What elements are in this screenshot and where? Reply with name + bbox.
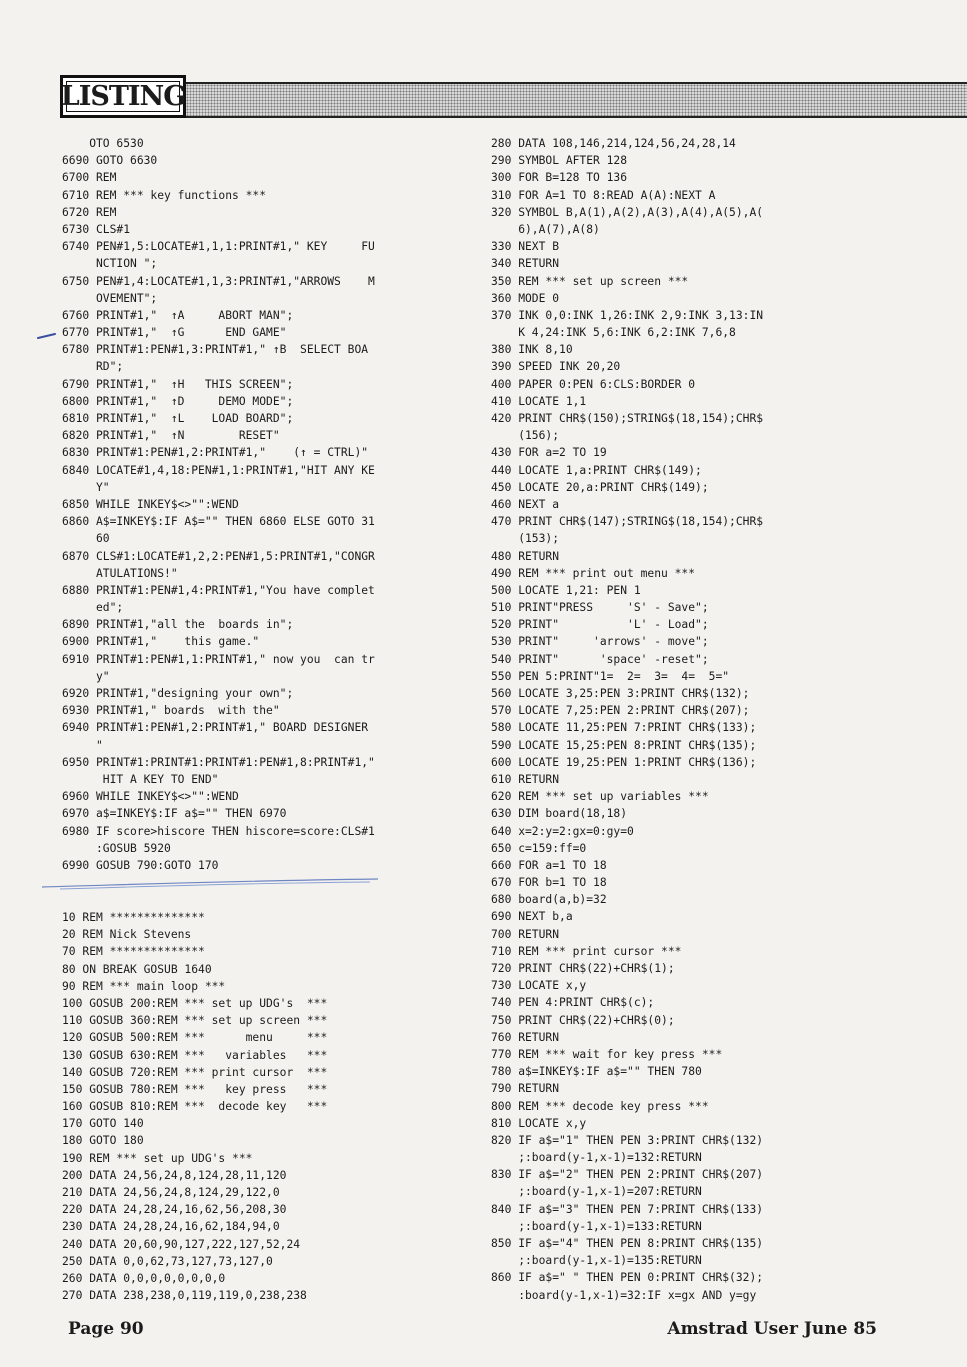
code-line: 810 LOCATE x,y — [491, 1116, 587, 1130]
code-line: 6940 PRINT#1:PEN#1,2:PRINT#1," BOARD DESIGNER — [62, 721, 369, 735]
listing-left-top — [62, 135, 375, 874]
code-line: 210 DATA 24,56,24,8,124,29,122,0 — [62, 1186, 280, 1199]
code-line: 630 DIM board(18,18) — [491, 807, 628, 821]
code-line: 6760 PRINT#1," ↑A ABORT MAN"; — [62, 308, 294, 322]
code-line: 860 IF a$=" " THEN PEN 0:PRINT CHR$(32); — [491, 1271, 764, 1285]
code-line: 6880 PRINT#1:PEN#1,4:PRINT#1,"You have complet — [62, 583, 375, 597]
code-line: 6780 PRINT#1:PEN#1,3:PRINT#1," ↑B SELECT BOA — [62, 343, 369, 357]
code-line: 730 LOCATE x,y — [491, 979, 587, 993]
code-line: 610 RETURN — [491, 772, 560, 786]
code-line: 6750 PEN#1,4:LOCATE#1,1,3:PRINT#1,"ARROWS M — [62, 274, 375, 288]
code-line: 70 REM ************** — [62, 945, 205, 959]
code-line: (153); — [491, 532, 560, 546]
header-halftone-band — [186, 82, 967, 118]
code-line: 6710 REM *** key functions *** — [62, 188, 267, 202]
code-line: 6860 A$=INKEY$:IF A$="" THEN 6860 ELSE GOTO 31 — [62, 515, 375, 529]
code-line: 6890 PRINT#1,"all the boards in"; — [62, 618, 294, 632]
code-line: 6950 PRINT#1:PRINT#1:PRINT#1:PEN#1,8:PRINT#1," — [62, 755, 375, 769]
code-line: 380 INK 8,10 — [491, 343, 573, 357]
code-line: 6980 IF score>hiscore THEN hiscore=score:CLS#1 — [62, 824, 375, 838]
code-line: " — [62, 738, 103, 752]
code-line: 370 INK 0,0:INK 1,26:INK 2,9:INK 3,13:IN — [491, 308, 764, 322]
code-line: 530 PRINT" 'arrows' - move"; — [491, 635, 709, 649]
code-line: 6720 REM — [62, 205, 117, 219]
code-line: 660 FOR a=1 TO 18 — [491, 858, 607, 872]
code-line: 6830 PRINT#1:PEN#1,2:PRINT#1," (↑ = CTRL)" — [62, 446, 369, 460]
code-line: 6910 PRINT#1:PEN#1,1:PRINT#1," now you can tr — [62, 652, 375, 666]
code-line: 80 ON BREAK GOSUB 1640 — [62, 962, 212, 976]
code-line: 220 DATA 24,28,24,16,62,56,208,30 — [62, 1203, 287, 1217]
code-line: NCTION "; — [62, 257, 158, 271]
code-line: 690 NEXT b,a — [491, 910, 573, 924]
code-line: 580 LOCATE 11,25:PEN 7:PRINT CHR$(133); — [491, 721, 757, 735]
code-line: 240 DATA 20,60,90,127,222,127,52,24 — [62, 1237, 301, 1251]
code-line: 60 — [62, 532, 110, 546]
code-line: 720 PRINT CHR$(22)+CHR$(1); — [491, 962, 675, 975]
margin-pencil-mark — [37, 332, 57, 340]
code-line: 230 DATA 24,28,24,16,62,184,94,0 — [62, 1220, 280, 1234]
code-line: 470 PRINT CHR$(147);STRING$(18,154);CHR$ — [491, 515, 764, 529]
code-line: 280 DATA 108,146,214,124,56,24,28,14 — [491, 137, 736, 150]
code-line: 850 IF a$="4" THEN PEN 8:PRINT CHR$(135) — [491, 1237, 764, 1250]
section-title: LISTING — [60, 81, 186, 112]
code-line: ;:board(y-1,x-1)=135:RETURN — [491, 1254, 702, 1268]
code-line: 270 DATA 238,238,0,119,119,0,238,238 — [62, 1289, 307, 1303]
code-line: 6790 PRINT#1," ↑H THIS SCREEN"; — [62, 377, 294, 391]
code-line: RD"; — [62, 360, 124, 374]
code-line: 560 LOCATE 3,25:PEN 3:PRINT CHR$(132); — [491, 687, 750, 700]
code-line: 710 REM *** print cursor *** — [491, 944, 682, 958]
code-line: ;:board(y-1,x-1)=132:RETURN — [491, 1151, 702, 1165]
code-line: 250 DATA 0,0,62,73,127,73,127,0 — [62, 1254, 273, 1268]
code-line: :GOSUB 5920 — [62, 841, 171, 855]
code-line: 6900 PRINT#1," this game." — [62, 635, 260, 649]
code-line: 6820 PRINT#1," ↑N RESET" — [62, 429, 280, 443]
code-line: 670 FOR b=1 TO 18 — [491, 876, 607, 890]
code-line: 6960 WHILE INKEY$<>"":WEND — [62, 790, 239, 804]
page-number: Page 90 — [68, 1319, 144, 1339]
code-line: 350 REM *** set up screen *** — [491, 274, 689, 288]
code-line: 320 SYMBOL B,A(1),A(2),A(3),A(4),A(5),A( — [491, 205, 764, 219]
code-line: 770 REM *** wait for key press *** — [491, 1047, 723, 1061]
code-line: 6850 WHILE INKEY$<>"":WEND — [62, 497, 239, 511]
code-line: 6700 REM — [62, 171, 117, 185]
code-line: 6990 GOSUB 790:GOTO 170 — [62, 858, 219, 872]
code-line: 650 c=159:ff=0 — [491, 841, 587, 855]
code-line: 620 REM *** set up variables *** — [491, 790, 709, 804]
code-line: 130 GOSUB 630:REM *** variables *** — [62, 1048, 328, 1062]
listing-left-bottom — [62, 909, 327, 1304]
code-line: ed"; — [62, 601, 124, 615]
code-line: 160 GOSUB 810:REM *** decode key *** — [62, 1100, 328, 1114]
code-line: 830 IF a$="2" THEN PEN 2:PRINT CHR$(207) — [491, 1168, 764, 1182]
code-line: 800 REM *** decode key press *** — [491, 1099, 709, 1113]
code-line: 6870 CLS#1:LOCATE#1,2,2:PEN#1,5:PRINT#1,"CONGR — [62, 549, 375, 563]
code-line: :board(y-1,x-1)=32:IF x=gx AND y=gy — [491, 1288, 757, 1302]
code-line: 540 PRINT" 'space' -reset"; — [491, 652, 709, 666]
code-line: 6690 GOTO 6630 — [62, 154, 158, 168]
code-line: 190 REM *** set up UDG's *** — [62, 1151, 253, 1165]
code-line: (156); — [491, 429, 560, 443]
code-line: 180 GOTO 180 — [62, 1134, 144, 1148]
section-header — [60, 75, 186, 118]
code-line: 700 RETURN — [491, 927, 560, 941]
hand-drawn-divider — [40, 877, 380, 891]
code-line: 410 LOCATE 1,1 — [491, 394, 587, 408]
code-line: 440 LOCATE 1,a:PRINT CHR$(149); — [491, 463, 702, 477]
code-line: 330 NEXT B — [491, 240, 560, 254]
code-line: 110 GOSUB 360:REM *** set up screen *** — [62, 1014, 328, 1028]
code-line: 6740 PEN#1,5:LOCATE#1,1,1:PRINT#1," KEY FU — [62, 240, 375, 254]
code-line: 740 PEN 4:PRINT CHR$(c); — [491, 996, 655, 1010]
code-line: 450 LOCATE 20,a:PRINT CHR$(149); — [491, 480, 709, 494]
code-line: 6810 PRINT#1," ↑L LOAD BOARD"; — [62, 412, 294, 425]
code-line: 750 PRINT CHR$(22)+CHR$(0); — [491, 1013, 675, 1027]
code-line: 10 REM ************** — [62, 911, 205, 924]
code-line: 680 board(a,b)=32 — [491, 893, 607, 907]
code-line: Y" — [62, 480, 110, 494]
code-line: OVEMENT"; — [62, 291, 158, 305]
code-line: 100 GOSUB 200:REM *** set up UDG's *** — [62, 996, 328, 1010]
code-line: 420 PRINT CHR$(150);STRING$(18,154);CHR$ — [491, 412, 764, 425]
code-line: 90 REM *** main loop *** — [62, 979, 226, 993]
code-line: 120 GOSUB 500:REM *** menu *** — [62, 1031, 328, 1045]
code-line: 6),A(7),A(8) — [491, 222, 600, 236]
code-line: 340 RETURN — [491, 257, 560, 271]
code-line: 260 DATA 0,0,0,0,0,0,0,0 — [62, 1271, 226, 1285]
code-line: 500 LOCATE 1,21: PEN 1 — [491, 583, 641, 597]
listing-right — [491, 135, 763, 1304]
code-line: 430 FOR a=2 TO 19 — [491, 446, 607, 460]
code-line: ATULATIONS!" — [62, 566, 178, 580]
code-line: OTO 6530 — [62, 137, 144, 150]
code-line: 6730 CLS#1 — [62, 222, 131, 236]
code-line: 20 REM Nick Stevens — [62, 928, 192, 942]
code-line: 820 IF a$="1" THEN PEN 3:PRINT CHR$(132) — [491, 1133, 764, 1147]
code-line: 140 GOSUB 720:REM *** print cursor *** — [62, 1065, 328, 1079]
code-line: 550 PEN 5:PRINT"1= 2= 3= 4= 5=" — [491, 669, 730, 683]
code-line: 6800 PRINT#1," ↑D DEMO MODE"; — [62, 394, 294, 408]
code-line: 360 MODE 0 — [491, 291, 560, 305]
code-line: 480 RETURN — [491, 549, 560, 563]
code-line: ;:board(y-1,x-1)=133:RETURN — [491, 1219, 702, 1233]
code-line: y" — [62, 669, 110, 683]
code-line: 400 PAPER 0:PEN 6:CLS:BORDER 0 — [491, 377, 696, 391]
code-line: 590 LOCATE 15,25:PEN 8:PRINT CHR$(135); — [491, 738, 757, 752]
code-line: 640 x=2:y=2:gx=0:gy=0 — [491, 824, 634, 838]
code-line: 300 FOR B=128 TO 136 — [491, 171, 628, 185]
code-line: 200 DATA 24,56,24,8,124,28,11,120 — [62, 1168, 287, 1182]
code-line: 6970 a$=INKEY$:IF a$="" THEN 6970 — [62, 807, 287, 821]
code-line: 760 RETURN — [491, 1030, 560, 1044]
code-line: 290 SYMBOL AFTER 128 — [491, 154, 628, 168]
code-line: 6770 PRINT#1," ↑G END GAME" — [62, 326, 287, 340]
code-line: 170 GOTO 140 — [62, 1117, 144, 1131]
code-line: 570 LOCATE 7,25:PEN 2:PRINT CHR$(207); — [491, 704, 750, 718]
code-line: 790 RETURN — [491, 1082, 560, 1096]
code-line: 6840 LOCATE#1,4,18:PEN#1,1:PRINT#1,"HIT ANY KE — [62, 463, 375, 477]
code-line: 6920 PRINT#1,"designing your own"; — [62, 687, 294, 700]
code-line: 600 LOCATE 19,25:PEN 1:PRINT CHR$(136); — [491, 755, 757, 769]
code-line: 840 IF a$="3" THEN PEN 7:PRINT CHR$(133) — [491, 1202, 764, 1216]
code-line: 520 PRINT" 'L' - Load"; — [491, 618, 709, 632]
code-line: 510 PRINT"PRESS 'S' - Save"; — [491, 601, 709, 615]
code-line: K 4,24:INK 5,6:INK 6,2:INK 7,6,8 — [491, 326, 736, 340]
code-line: 780 a$=INKEY$:IF a$="" THEN 780 — [491, 1065, 702, 1079]
magazine-issue: Amstrad User June 85 — [667, 1319, 877, 1339]
code-line: 390 SPEED INK 20,20 — [491, 360, 621, 374]
code-line: 150 GOSUB 780:REM *** key press *** — [62, 1082, 328, 1096]
code-line: 490 REM *** print out menu *** — [491, 566, 696, 580]
code-line: 460 NEXT a — [491, 497, 560, 511]
code-line: 6930 PRINT#1," boards with the" — [62, 704, 280, 718]
code-line: ;:board(y-1,x-1)=207:RETURN — [491, 1185, 702, 1199]
code-line: 310 FOR A=1 TO 8:READ A(A):NEXT A — [491, 188, 716, 202]
code-line: HIT A KEY TO END" — [62, 772, 219, 786]
